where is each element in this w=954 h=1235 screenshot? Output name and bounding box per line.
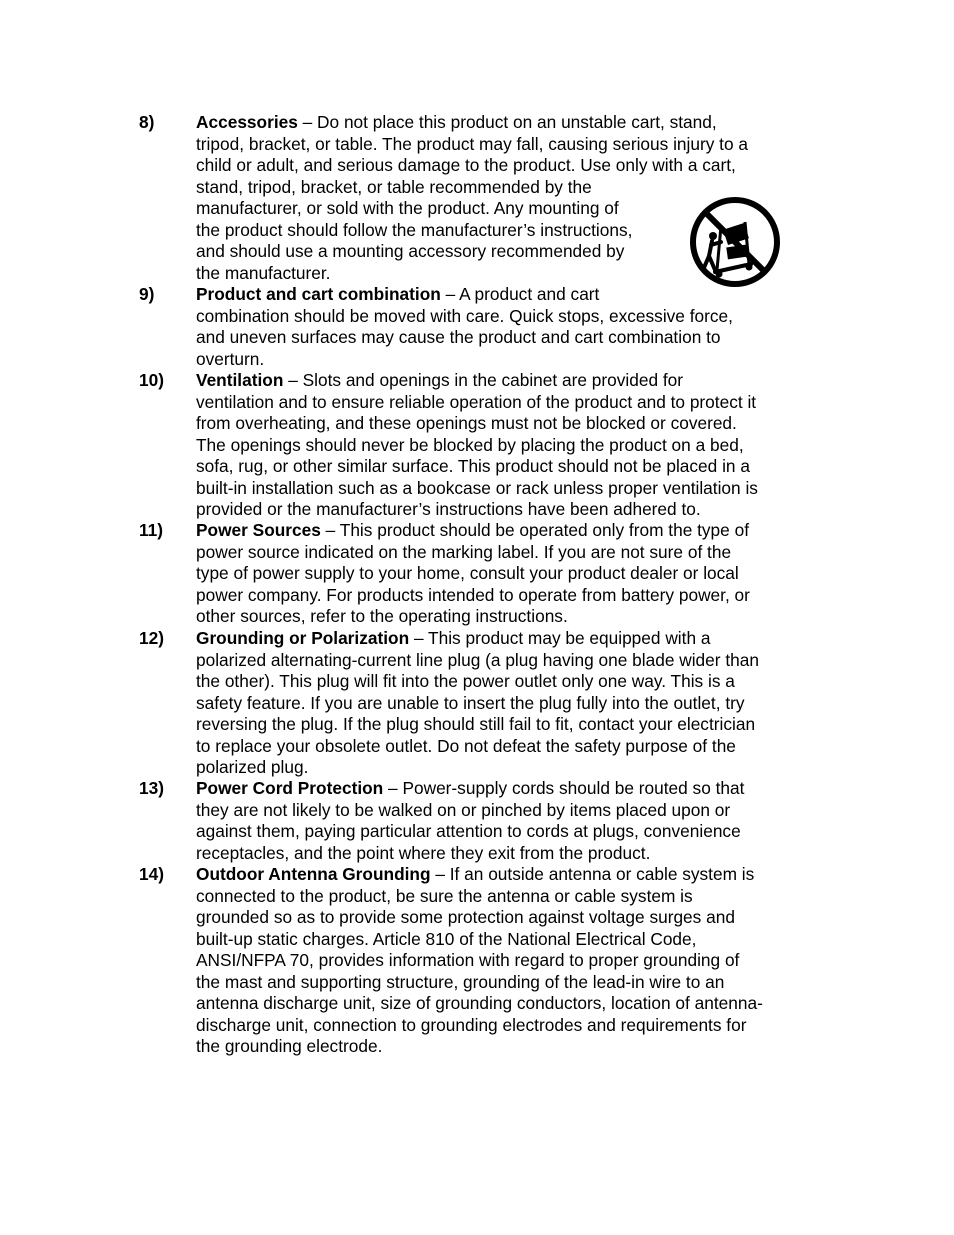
item-text-line: – A product and cart	[440, 284, 600, 304]
list-item-14	[139, 864, 819, 1058]
item-title: Grounding or Polarization	[196, 628, 410, 648]
item-text-line: built-up static charges. Article 810 of the National Electrical Code,	[196, 928, 697, 949]
item-text-line: – This product should be operated only from the type of	[320, 520, 749, 540]
item-title: Accessories	[196, 112, 298, 132]
item-text-line: child or adult, and serious damage to the product. Use only with a cart,	[196, 155, 736, 175]
item-text-line: the manufacturer.	[196, 262, 331, 283]
item-text-line: connected to the product, be sure the antenna or cable system is	[196, 885, 693, 906]
item-number: 14)	[139, 864, 164, 884]
item-number: 11)	[139, 520, 164, 540]
item-text-line: overturn.	[196, 348, 265, 369]
item-text-line: grounded so as to provide some protection against voltage surges and	[196, 907, 735, 927]
item-title: Ventilation	[196, 370, 284, 390]
item-title: Power Sources	[196, 520, 321, 540]
item-text-line: polarized alternating-current line plug (a plug having one blade wider than	[196, 649, 759, 670]
item-text-line: polarized plug.	[196, 757, 309, 777]
item-text-line: power company. For products intended to operate from battery power, or	[196, 584, 750, 605]
item-text-line: safety feature. If you are unable to insert the plug fully into the outlet, try	[196, 692, 745, 713]
item-text-line: provided or the manufacturer’s instructions have been adhered to.	[196, 499, 701, 519]
item-text-line: – Power-supply cords should be routed so that	[383, 778, 745, 798]
list-item-12	[139, 628, 819, 779]
item-text-line: from overheating, and these openings must not be blocked or covered.	[196, 413, 737, 433]
item-text-line: the other). This plug will fit into the power outlet only one way. This is a	[196, 671, 735, 691]
item-title: Power Cord Protection	[196, 778, 384, 798]
item-text-line: receptacles, and the point where they exit from the product.	[196, 842, 651, 863]
item-text-line: – If an outside antenna or cable system is	[430, 864, 755, 884]
list-item-10	[139, 370, 819, 521]
item-text-line: – Slots and openings in the cabinet are provided for	[283, 370, 684, 390]
item-text-line: reversing the plug. If the plug should still fail to fit, contact your electrician	[196, 714, 756, 734]
item-number: 10)	[139, 370, 164, 390]
item-text-line: The openings should never be blocked by placing the product on a bed,	[196, 434, 744, 455]
item-number: 12)	[139, 628, 164, 648]
list-item-11	[139, 520, 819, 628]
item-text-line: – Do not place this product on an unstable cart, stand,	[297, 112, 717, 132]
item-text-line: against them, paying particular attention to cords at plugs, convenience	[196, 821, 741, 841]
item-text-line: type of power supply to your home, consult your product dealer or local	[196, 563, 739, 583]
item-number: 8)	[139, 112, 155, 132]
item-number: 13)	[139, 778, 164, 798]
list-item-13	[139, 778, 819, 864]
item-text-line: they are not likely to be walked on or pinched by items placed upon or	[196, 799, 731, 820]
item-text-line: ANSI/NFPA 70, provides information with regard to proper grounding of	[196, 950, 740, 970]
item-text-line: other sources, refer to the operating instructions.	[196, 606, 568, 626]
item-text-line: to replace your obsolete outlet. Do not defeat the safety purpose of the	[196, 735, 736, 756]
item-text-line: manufacturer, or sold with the product. Any mounting of	[196, 198, 619, 218]
cart-tip-over-warning-icon	[687, 196, 783, 288]
item-text-line: antenna discharge unit, size of grounding conductors, location of antenna-	[196, 993, 763, 1013]
item-title: Outdoor Antenna Grounding	[196, 864, 431, 884]
item-text-line: power source indicated on the marking label. If you are not sure of the	[196, 541, 732, 562]
item-text-line: the product should follow the manufacturer’s instructions,	[196, 219, 633, 240]
item-text-line: – This product may be equipped with a	[409, 628, 711, 648]
item-text-line: built-in installation such as a bookcase or rack unless proper ventilation is	[196, 477, 758, 498]
item-text-line: and should use a mounting accessory recommended by	[196, 241, 625, 261]
item-text-line: and uneven surfaces may cause the product and cart combination to	[196, 327, 721, 347]
item-number: 9)	[139, 284, 155, 304]
item-title: Product and cart combination	[196, 284, 441, 304]
item-text-line: the grounding electrode.	[196, 1036, 383, 1056]
item-text-line: combination should be moved with care. Quick stops, excessive force,	[196, 305, 733, 326]
item-text-line: tripod, bracket, or table. The product may fall, causing serious injury to a	[196, 133, 748, 154]
item-text-line: sofa, rug, or other similar surface. This product should not be placed in a	[196, 456, 750, 476]
item-text-line: ventilation and to ensure reliable operation of the product and to protect it	[196, 391, 757, 412]
item-text-line: the mast and supporting structure, grounding of the lead-in wire to an	[196, 971, 725, 992]
list-item-9	[139, 284, 819, 370]
item-text-line: stand, tripod, bracket, or table recommended by the	[196, 176, 592, 197]
item-text-line: discharge unit, connection to grounding electrodes and requirements for	[196, 1014, 747, 1035]
